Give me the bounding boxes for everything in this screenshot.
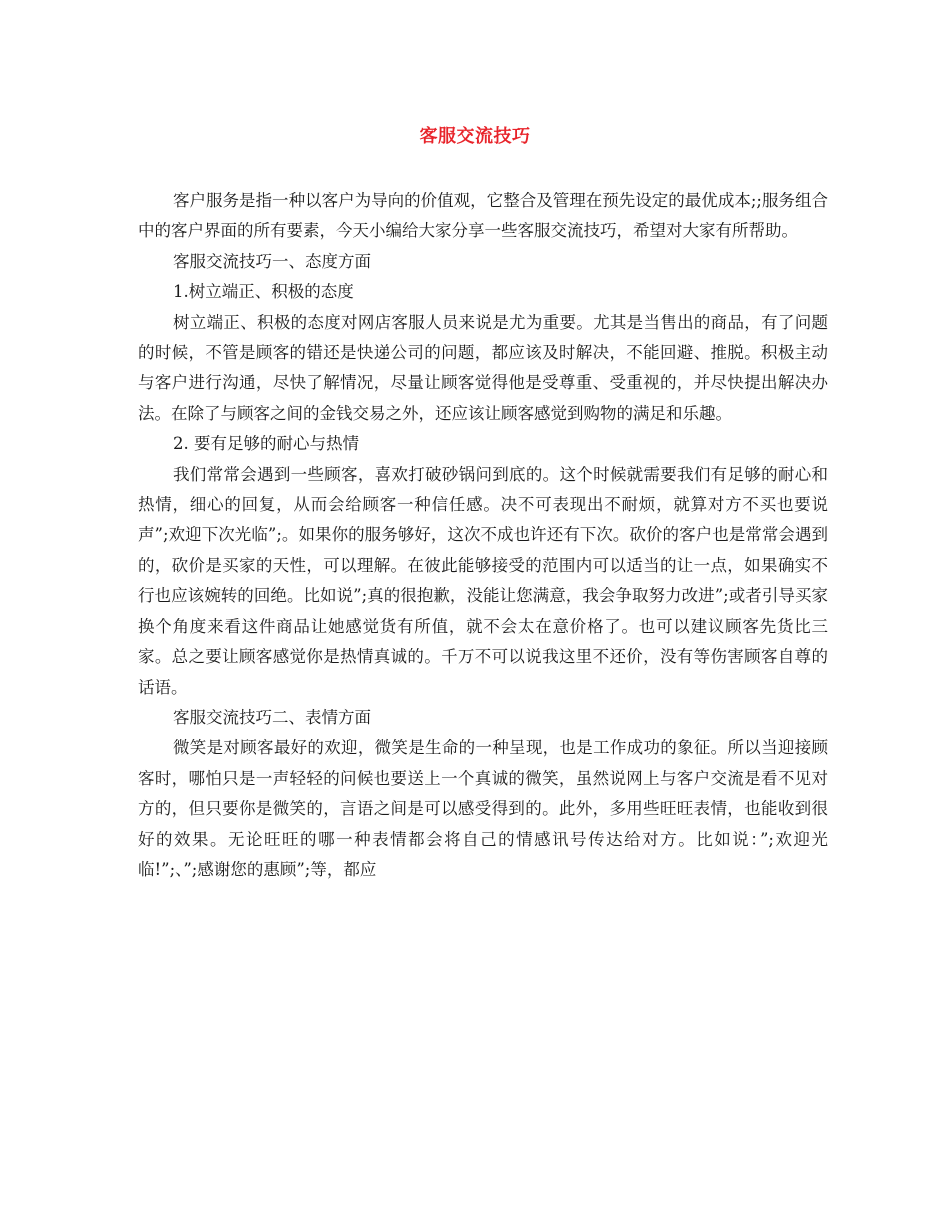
paragraph-positive-attitude: 树立端正、积极的态度对网店客服人员来说是尤为重要。尤其是当售出的商品，有了问题的时候，不管是顾客的错还是快递公司的问题，都应该及时解决，不能回避、推脱。积极主动与客户进行沟通，尽快了解情况，尽量让顾客觉得他是受尊重、受重视的，并尽快提出解决办法。在除了与顾客之间的金钱交易之外，还应该让顾客感觉到购物的满足和乐趣。 [138, 312, 828, 423]
document-title: 客服交流技巧 [419, 126, 531, 147]
subheading-patience: 2. 要有足够的耐心与热情 [173, 434, 359, 454]
paragraph-patience: 我们常常会遇到一些顾客，喜欢打破砂锅问到底的。这个时候就需要我们有足够的耐心和热情，细心的回复，从而会给顾客一种信任感。决不可表现出不耐烦，就算对方不买也要说声”;欢迎下次光临”;。如果你的服务够好，这次不成也许还有下次。砍价的客户也是常常会遇到的，砍价是买家的天性，可以理解。在彼此能够接受的范围内可以适当的让一点，如果确实不行也应该婉转的回绝。比如说”;真的很抱歉，没能让您满意，我会争取努力改进”;或者引导买家换个角度来看这件商品让她感觉货有所值，就不会太在意价格了。也可以建议顾客先货比三家。总之要让顾客感觉你是热情真诚的。千万不可以说我这里不还价，没有等伤害顾客自尊的话语。 [138, 464, 828, 697]
document-body [138, 186, 828, 885]
section-heading-expression: 客服交流技巧二、表情方面 [173, 707, 371, 727]
subheading-positive-attitude: 1.树立端正、积极的态度 [173, 282, 354, 302]
section-heading-attitude: 客服交流技巧一、态度方面 [173, 251, 371, 271]
paragraph-intro: 客户服务是指一种以客户为导向的价值观，它整合及管理在预先设定的最优成本;;服务组合中的客户界面的所有要素，今天小编给大家分享一些客服交流技巧，希望对大家有所帮助。 [138, 191, 828, 241]
paragraph-expression: 微笑是对顾客最好的欢迎，微笑是生命的一种呈现，也是工作成功的象征。所以当迎接顾客时，哪怕只是一声轻轻的问候也要送上一个真诚的微笑，虽然说网上与客户交流是看不见对方的，但只要你是微笑的，言语之间是可以感受得到的。此外，多用些旺旺表情，也能收到很好的效果。无论旺旺的哪一种表情都会将自己的情感讯号传达给对方。比如说：”;欢迎光临!”;、”;感谢您的惠顾”;等，都应 [138, 738, 828, 879]
